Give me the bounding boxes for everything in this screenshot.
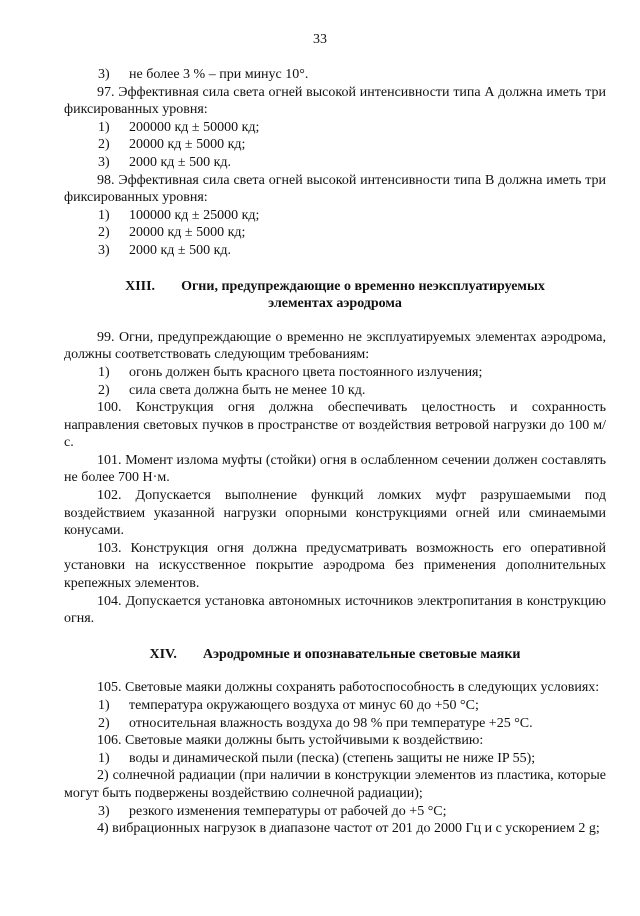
paragraph-97: 97. Эффективная сила света огней высокой интенсивности типа А должна иметь три фиксированных уровня: xyxy=(64,84,606,118)
section-title-line-1: Огни, предупреждающие о временно неэксплуатируемых xyxy=(181,278,545,294)
section-number: XIV. xyxy=(149,646,177,662)
list-item: 1) 200000 кд ± 50000 кд; xyxy=(98,119,260,135)
list-item-wrapped: 4) вибрационных нагрузок в диапазоне частот от 201 до 2000 Гц и с ускорением 2 g; xyxy=(97,821,600,837)
list-item-wrapped: 2) солнечной радиации (при наличии в конструкции элементов из пластика, которые могут быть подвержены воздействию солнечной радиации); xyxy=(64,768,606,801)
document-body xyxy=(64,66,606,838)
list-item: 1) 100000 кд ± 25000 кд; xyxy=(98,207,260,223)
paragraph-105: 105. Световые маяки должны сохранять работоспособность в следующих условиях: xyxy=(97,680,600,696)
list-item: 3) не более 3 % – при минус 10°. xyxy=(98,67,309,82)
paragraph-102: 102. Допускается выполнение функций ломких муфт разрушаемыми под воздействием указанной нагрузки опорными конструкциями огней или сминаемыми конусами. xyxy=(64,488,606,539)
paragraph-106: 106. Световые маяки должны быть устойчивыми к воздействию: xyxy=(97,733,484,749)
list-item: 1) температура окружающего воздуха от минус 60 до +50 °С; xyxy=(98,698,479,713)
section-number: XIII. xyxy=(125,278,156,294)
list-item: 1) огонь должен быть красного цвета постоянного излучения; xyxy=(98,364,483,380)
list-item: 2) относительная влажность воздуха до 98 % при температуре +25 °С. xyxy=(98,715,533,731)
paragraph-103: 103. Конструкция огня должна предусматривать возможность его оперативной установки на искусственное покрытие аэродрома без применения дополнительных крепежных элементов. xyxy=(64,540,606,592)
section-heading-xiv xyxy=(64,646,606,664)
section-title-line-2: элементах аэродрома xyxy=(268,296,402,312)
page-number: 33 xyxy=(313,32,327,47)
list-item: 2) сила света должна быть не менее 10 кд. xyxy=(98,382,366,398)
paragraph-101: 101. Момент излома муфты (стойки) огня в ослабленном сечении должен составлять не более 700 Н·м. xyxy=(64,452,606,486)
list-item: 3) резкого изменения температуры от рабочей до +5 °С; xyxy=(98,803,447,819)
list-item: 3) 2000 кд ± 500 кд. xyxy=(98,242,232,258)
list-item: 3) 2000 кд ± 500 кд. xyxy=(98,154,232,170)
paragraph-104: 104. Допускается установка автономных источников электропитания в конструкцию огня. xyxy=(64,593,606,627)
list-item: 2) 20000 кд ± 5000 кд; xyxy=(98,137,246,153)
paragraph-100: 100. Конструкция огня должна обеспечивать целостность и сохранность направления световых пучков в пространстве от воздействия ветровой нагрузки до 100 м/с. xyxy=(64,400,606,451)
list-item: 2) 20000 кд ± 5000 кд; xyxy=(98,225,246,241)
list-item: 1) воды и динамической пыли (песка) (степень защиты не ниже IP 55); xyxy=(98,750,536,766)
section-heading-xiii xyxy=(64,278,606,296)
section-title: Аэродромные и опознавательные световые маяки xyxy=(202,646,521,662)
paragraph-99: 99. Огни, предупреждающие о временно не эксплуатируемых элементах аэродрома, должны соответствовать следующим требованиям: xyxy=(64,329,606,363)
paragraph-98: 98. Эффективная сила света огней высокой интенсивности типа В должна иметь три фиксированных уровня: xyxy=(64,172,606,206)
